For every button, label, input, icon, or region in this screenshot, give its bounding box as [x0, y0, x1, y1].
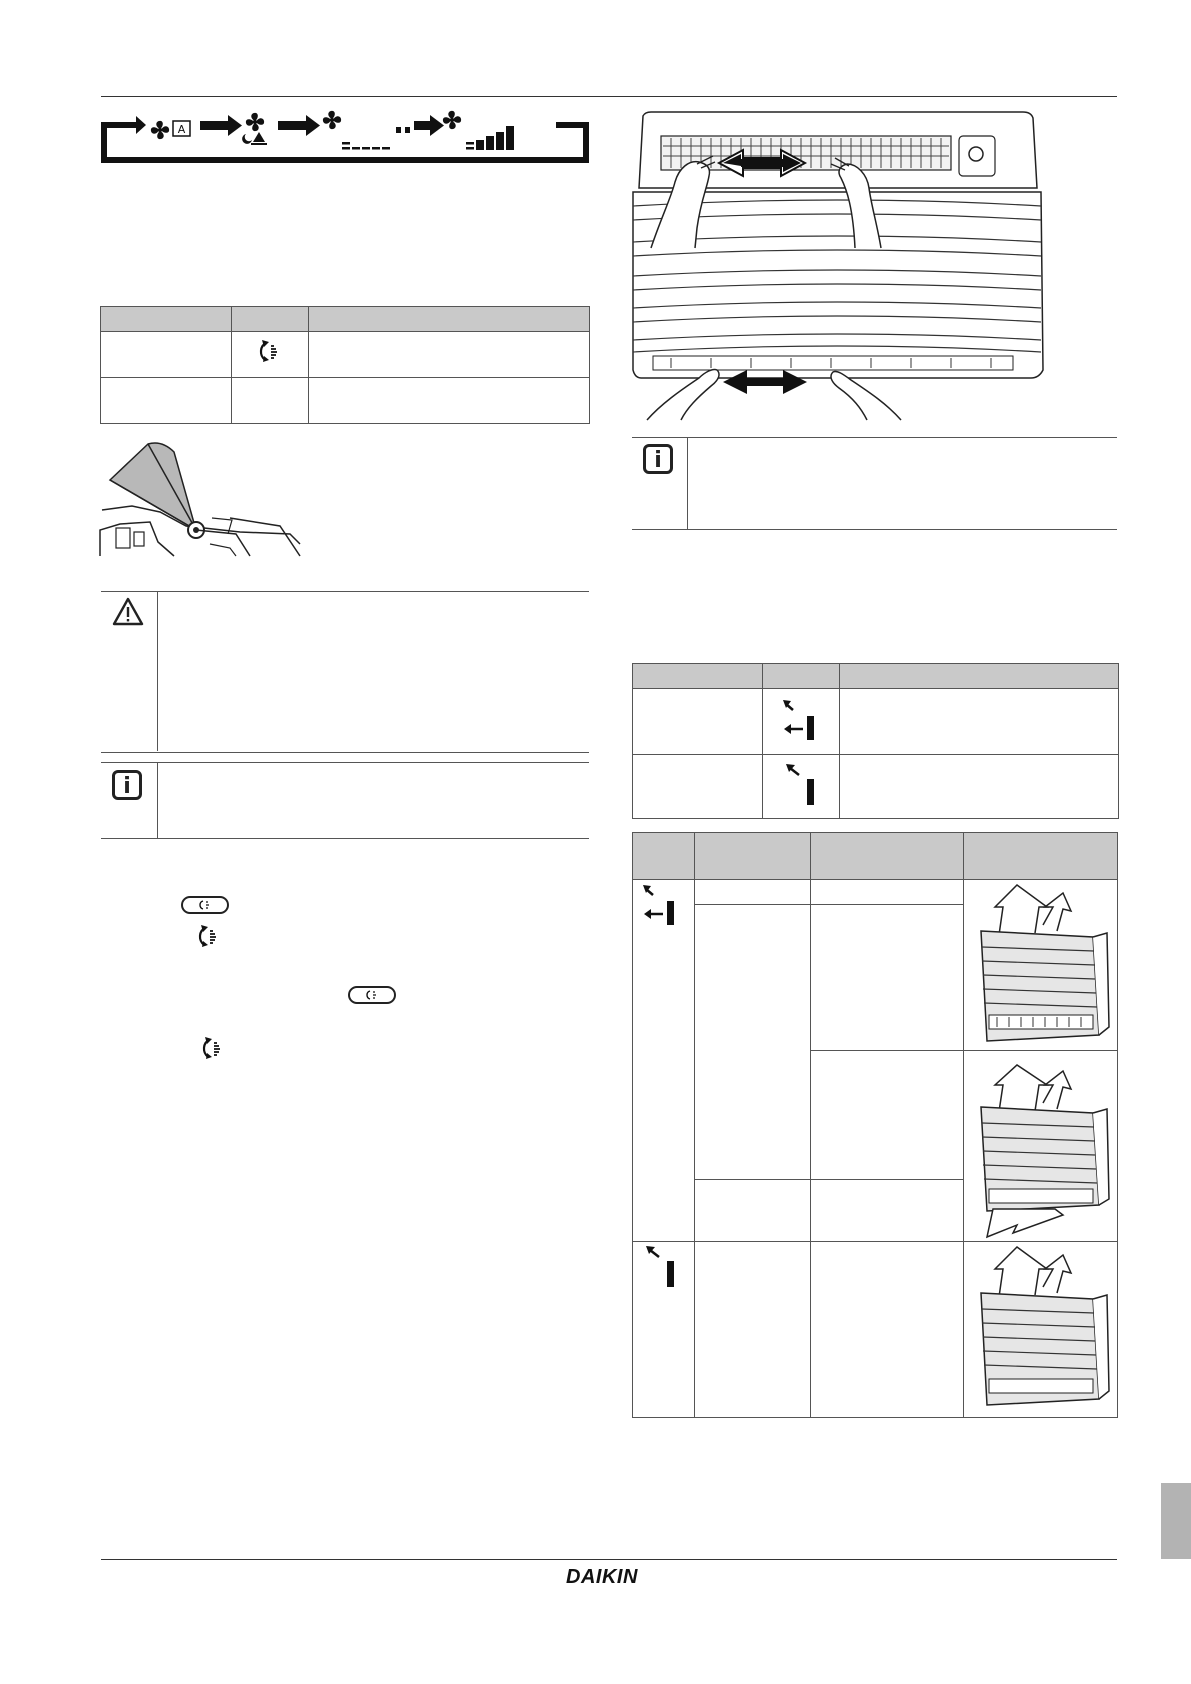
info-bottom-rule [101, 838, 589, 839]
info-divider [157, 762, 158, 838]
table-header-row [633, 833, 1117, 880]
header-rule [101, 96, 1117, 97]
airflow-table [632, 663, 1119, 819]
info-top-rule [101, 762, 589, 763]
table-header-cell [232, 307, 309, 332]
unit-airflow-illustration [973, 1247, 1111, 1411]
swing-icon [257, 340, 283, 364]
dual-airflow-icon [783, 698, 819, 740]
fan-icon [151, 121, 169, 139]
info-divider [687, 437, 688, 529]
table-header-cell [840, 664, 1119, 689]
unit-airflow-illustration [973, 1065, 1111, 1239]
fan-speed-cycle-diagram [100, 112, 592, 170]
caution-icon [112, 597, 144, 626]
upper-airflow-icon [643, 1245, 679, 1287]
caution-top-rule [101, 591, 589, 592]
swing-icon [196, 925, 222, 949]
table-header-row [101, 307, 590, 332]
louver-adjustment-illustration [631, 108, 1051, 420]
table-header-cell [309, 307, 590, 332]
table-row [101, 332, 590, 378]
auto-indicator: A [177, 123, 186, 136]
swing-table [100, 306, 590, 424]
info-icon: i [643, 444, 673, 474]
louver-modes-table [632, 832, 1118, 1418]
swing-icon [200, 1037, 226, 1061]
section-tab [1161, 1483, 1191, 1559]
swing-button[interactable] [348, 986, 396, 1004]
caution-bottom-rule [101, 752, 589, 753]
upper-airflow-icon [783, 763, 819, 805]
brand-logo: DAIKIN [566, 1566, 638, 1588]
dual-airflow-icon [643, 883, 679, 925]
table-row [633, 689, 1119, 755]
info-bottom-rule [632, 529, 1117, 530]
table-header-cell [101, 307, 232, 332]
table-header-cell [763, 664, 840, 689]
caution-divider [157, 591, 158, 751]
info-top-rule [632, 437, 1117, 438]
table-header-cell [633, 664, 763, 689]
table-header-row [633, 664, 1119, 689]
table-row [633, 755, 1119, 819]
swing-button[interactable] [181, 896, 229, 914]
unit-airflow-illustration [973, 885, 1111, 1047]
flap-swing-illustration [100, 438, 302, 556]
table-row [101, 378, 590, 424]
info-icon: i [112, 770, 142, 800]
footer-rule [101, 1559, 1117, 1560]
